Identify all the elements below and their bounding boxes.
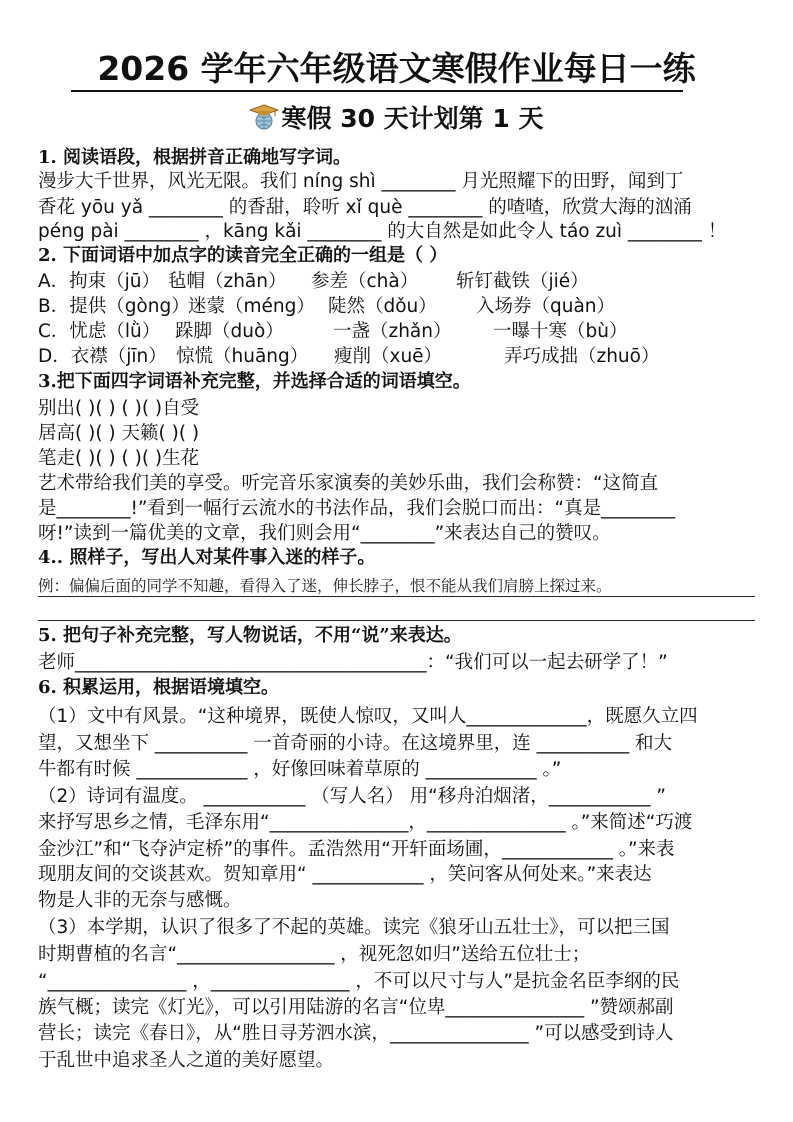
q2-option-b [38, 295, 615, 319]
option-b-2: 迷蒙（méng） [188, 296, 315, 317]
option-d-4: 弄巧成拙（zhuō） [504, 346, 660, 367]
q6-2-text-3: 金沙江”和“飞夺泸定桥”的事件。孟浩然用“开轩面场圃，____________ 。”来表 [38, 839, 675, 860]
q3-text-3: 呀!”读到一篇优美的文章，我们则会用“________”来表达自己的赞叹。 [38, 523, 611, 544]
q6-3-text-6: 于乱世中追求圣人之道的美好愿望。 [38, 1050, 335, 1071]
q1-text-2: 香花 yōu yǎ ________ 的香甜，聆听 xǐ què ________ 的喳喳，欣赏大海的汹涌 [38, 197, 692, 218]
option-a-4: 斩钉截铁（jié） [456, 271, 589, 292]
q3-idiom-row-3: 笔走( )( ) ( )( )生花 [38, 448, 200, 469]
q4-heading: 4.. 照样子，写出人对某件事入迷的样子。 [38, 547, 376, 568]
q6-1-text-3: 牛都有时候 ____________ ，好像回味着草原的 ____________ 。” [38, 759, 562, 780]
q1-heading: 1. 阅读语段，根据拼音正确地写字词。 [38, 147, 352, 168]
q1-text-1: 漫步大千世界，风光无限。我们 níng shì ________ 月光照耀下的田野，闻到丁 [38, 171, 684, 192]
option-c-3: 一盏（zhǎn） [333, 321, 452, 342]
q2-option-a [38, 270, 589, 294]
option-d-1: D．衣襟（jīn） [38, 346, 167, 367]
q6-2-text-5: 物是人非的无奈与感慨。 [38, 890, 242, 911]
q6-2-text-4: 现朋友间的交谈甚欢。贺知章用“ ____________ ，笑问客从何处来。”来表达 [38, 864, 652, 885]
q4-example: 例：偏偏后面的同学不知趣，看得入了迷，伸长脖子，恨不能从我们肩膀上探过来。 [38, 577, 612, 595]
option-b-1: B．提供（gòng） [38, 296, 190, 317]
option-c-2: 跺脚（duò） [175, 321, 284, 342]
option-b-3: 陡然（dǒu） [328, 296, 437, 317]
q1-text-3: péng pài ________ ，kāng kǎi ________ 的大自然是如此令人 táo zuì ________ ！ [38, 221, 727, 242]
option-d-3: 瘦削（xuē） [334, 346, 443, 367]
q6-1-text-2: 望，又想坐下 __________ 一首奇丽的小诗。在这境界里，连 __________ 和大 [38, 733, 673, 754]
q2-heading: 2. 下面词语中加点字的读音完全正确的一组是（ ） [38, 245, 448, 266]
q4-answer-line-2 [38, 620, 755, 621]
q3-text-1: 艺术带给我们美的享受。听完音乐家演奏的美妙乐曲，我们会称赞：“这简直 [38, 473, 659, 494]
q6-heading: 6. 积累运用，根据语境填空。 [38, 677, 280, 698]
q3-text-2: 是________!”看到一幅行云流水的书法作品，我们会脱口而出：“真是________ [38, 498, 676, 519]
option-c-1: C．忧虑（lǜ） [38, 321, 161, 342]
q2-option-d [38, 345, 659, 369]
option-c-4: 一曝十寒（bù） [493, 321, 628, 342]
q6-1-text-1: （1）文中有风景。“这种境界，既使人惊叹，又叫人_____________，既愿久立四 [38, 706, 698, 727]
q5-heading: 5. 把句子补充完整，写人物说话，不用“说”来表达。 [38, 625, 462, 646]
q6-3-text-4: 族气概；读完《灯光》，可以引用陆游的名言“位卑_______________ ”赞颂郝副 [38, 997, 674, 1018]
q6-2-text-2: 来抒写思乡之情，毛泽东用“_______________，_______________ 。”来简述“巧渡 [38, 812, 693, 833]
q6-3-text-1: （3）本学期，认识了很多了不起的英雄。读完《狼牙山五壮士》，可以把三国 [38, 917, 670, 938]
title-underline [71, 90, 683, 92]
q3-idiom-row-2: 居高( )( ) 天籁( )( ) [38, 423, 200, 444]
q2-option-c [38, 320, 627, 344]
option-a-1: A．拘束（jū） [38, 271, 161, 292]
q3-heading: 3.把下面四字词语补充完整，并选择合适的词语填空。 [38, 371, 471, 392]
q5-text: 老师______________________________________：“我们可以一起去研学了！” [38, 652, 668, 673]
subtitle-text: 寒假 30 天计划第 1 天 [281, 104, 544, 133]
q3-idiom-row-1: 别出( )( ) ( )( )自受 [38, 398, 200, 419]
q4-answer-line-1 [38, 596, 755, 597]
option-b-4: 入场券（quàn） [476, 296, 616, 317]
q6-3-text-2: 时期曹植的名言“_________________ ，视死忽如归”送给五位壮士； [38, 944, 591, 965]
q6-3-text-5: 营长；读完《春日》，从“胜日寻芳泗水滨，_______________ ”可以感受到诗人 [38, 1023, 674, 1044]
graduation-cap-globe-icon [249, 104, 279, 130]
page-title: 2026 学年六年级语文寒假作业每日一练 [97, 49, 696, 88]
option-a-2: 毡帽（zhān） [168, 271, 287, 292]
option-a-3: 参差（chà） [311, 271, 419, 292]
q6-3-text-3: “_______________ ，_______________ ，不可以尺寸与人”是抗金名臣李纲的民 [38, 971, 680, 992]
page-subtitle [0, 101, 793, 137]
q6-2-text-1: （2）诗词有温度。 ___________ （写人名） 用“移舟泊烟渚，___________ ” [38, 786, 666, 807]
option-d-2: 惊慌（huāng） [176, 346, 309, 367]
